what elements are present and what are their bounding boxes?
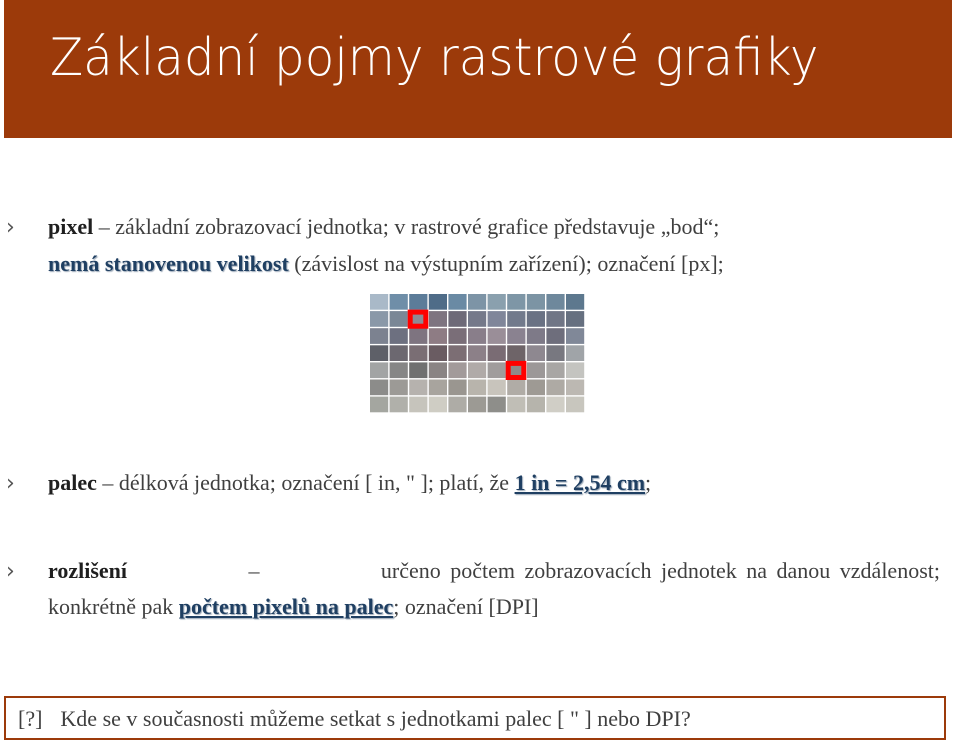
pixel-cell [566,311,584,327]
pixel-cell [429,397,447,413]
pixel-cell [390,380,408,396]
palec-definition: délková jednotka; označení [ in, " ]; platí, že [118,470,515,495]
pixel-cell [566,294,584,310]
pixel-cell [390,328,408,344]
pixel-cell [468,294,486,310]
pixel-cell [448,311,466,327]
pixel-line-2 [48,251,724,277]
pixel-cell [566,345,584,361]
pixel-cell [566,397,584,413]
pixel-cell [429,345,447,361]
bullet-marker: › [6,559,15,584]
pixel-cell [390,362,408,378]
rozliseni-prefix: konkrétně pak [48,594,179,619]
pixel-cell [429,362,447,378]
pixel-cell [390,294,408,310]
pixel-cell [546,345,564,361]
rozliseni-suffix: ; označení [DPI] [393,594,539,619]
bullet-marker: › [6,215,15,240]
pixel-highlight: nemá stanovenou velikost [48,251,289,276]
question-tag: [?] [18,706,43,731]
pixel-cell [370,362,388,378]
pixel-cell [488,311,506,327]
pixel-grid-illustration [370,294,586,414]
pixel-cell [546,362,564,378]
pixel-cell [409,345,427,361]
pixel-cell [507,294,525,310]
slide-title: Základní pojmy rastrové grafiky [50,28,819,88]
pixel-cell [429,380,447,396]
pixel-cell [409,294,427,310]
pixel-cell [370,345,388,361]
pixel-cell [390,311,408,327]
pixel-cell [390,345,408,361]
pixel-cell [448,294,466,310]
title-bar [4,0,952,138]
pixel-cell [370,380,388,396]
rozliseni-line-1 [48,558,940,584]
pixel-cell [448,397,466,413]
pixel-cell [429,294,447,310]
pixel-cell [488,294,506,310]
pixel-cell [566,362,584,378]
pixel-cell [566,380,584,396]
pixel-cell [370,311,388,327]
pixel-cell [527,345,545,361]
pixel-note: (závislost na výstupním zařízení); označení [px]; [288,251,724,276]
pixel-cell [546,294,564,310]
rozliseni-line-2 [48,594,539,620]
pixel-cell [488,345,506,361]
pixel-cell [546,380,564,396]
pixel-cell [507,311,525,327]
pixel-cell [488,362,506,378]
pixel-cell [370,397,388,413]
pixel-cell [409,362,427,378]
question-box [4,696,946,740]
pixel-cell [488,397,506,413]
question-body: Kde se v současnosti můžeme setkat s jednotkami palec [ " ] nebo DPI? [60,706,691,731]
pixel-cell [370,294,388,310]
pixel-dash: – [93,214,116,239]
pixel-cell [507,328,525,344]
pixel-cell [448,328,466,344]
pixel-cell [527,397,545,413]
rozliseni-highlight: počtem pixelů na palec [178,594,394,619]
pixel-term: pixel [48,214,94,239]
pixel-cell [468,328,486,344]
question-text [18,706,691,732]
pixel-definition: základní zobrazovací jednotka; v rastrové grafice představuje „bod“; [115,214,720,239]
palec-term: palec [48,470,97,495]
pixel-line-1 [48,214,719,240]
pixel-cell [546,397,564,413]
pixel-cell [546,328,564,344]
pixel-cell [566,328,584,344]
bullet-marker: › [6,471,15,496]
pixel-cell [448,345,466,361]
pixel-cell [409,380,427,396]
pixel-cell [488,328,506,344]
pixel-cell [527,328,545,344]
palec-line [48,470,651,496]
pixel-cell [488,380,506,396]
pixel-cell [468,397,486,413]
pixel-cell [507,397,525,413]
palec-highlight: 1 in = 2,54 cm [514,470,646,495]
pixel-cell [390,397,408,413]
rozliseni-definition: určeno počtem zobrazovacích jednotek na danou vzdálenost; [380,558,940,583]
pixel-cell [370,328,388,344]
palec-dash: – [96,470,119,495]
pixel-cell [468,311,486,327]
pixel-cell [507,380,525,396]
palec-end: ; [645,470,652,495]
pixel-cell [468,345,486,361]
pixel-cell [429,328,447,344]
pixel-cell [468,380,486,396]
rozliseni-dash: – [248,558,260,583]
pixel-cell [527,362,545,378]
pixel-cell [507,345,525,361]
pixel-cell [409,397,427,413]
rozliseni-term: rozlišení [48,558,128,583]
pixel-cell [527,294,545,310]
pixel-cell [429,311,447,327]
pixel-cell [448,362,466,378]
pixel-cell [409,328,427,344]
pixel-cell [527,380,545,396]
pixel-cell [527,311,545,327]
pixel-cell [468,362,486,378]
pixel-cell [448,380,466,396]
pixel-cell [546,311,564,327]
